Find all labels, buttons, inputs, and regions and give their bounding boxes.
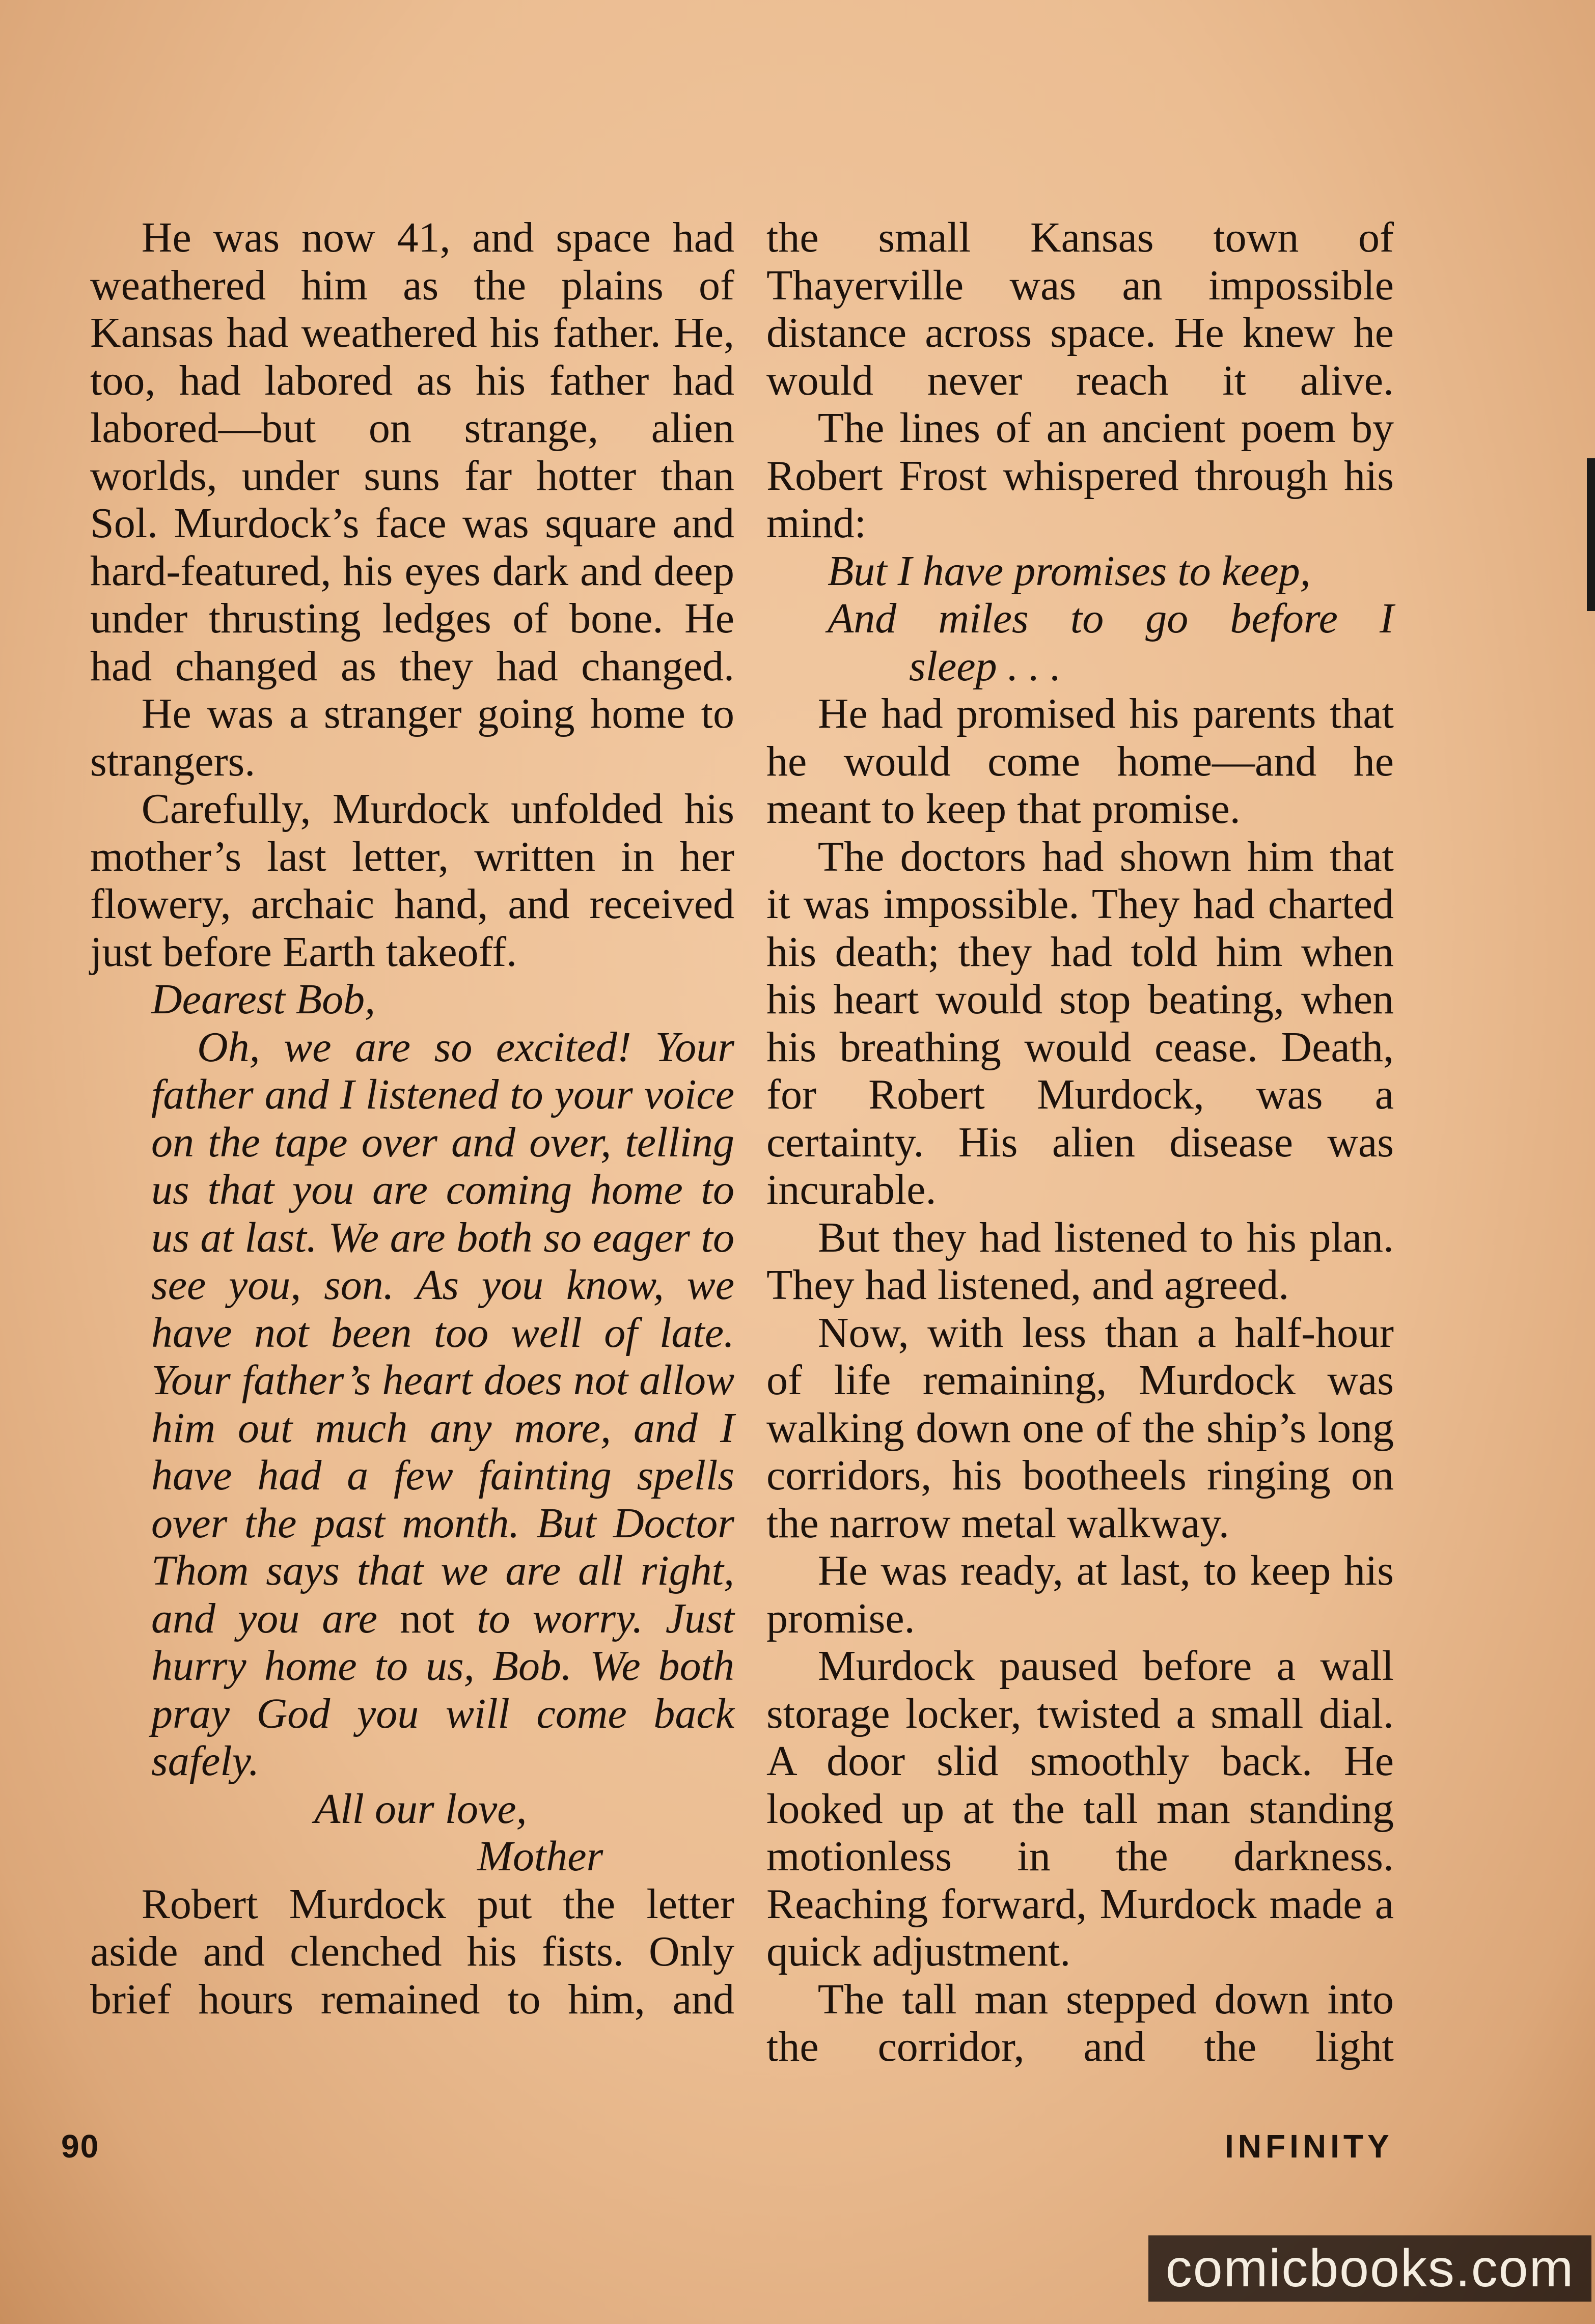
paragraph: The tall man stepped down into the corridor, and the light — [766, 1975, 1394, 2070]
paragraph: He was ready, at last, to keep his promise. — [766, 1547, 1394, 1642]
right-column — [766, 214, 1394, 2071]
paragraph: Murdock paused before a wall storage locker, twisted a small dial. A door slid smoothly back. He looked up at the tall man standing motionless in the darkness. Reaching forward, Murdock made a quick adjustment. — [766, 1642, 1394, 1975]
running-title: INFINITY — [1225, 2128, 1393, 2165]
paragraph: the small Kansas town of Thayerville was an impossible distance across space. He knew he would never reach it alive. — [766, 214, 1394, 404]
paragraph: The lines of an ancient poem by Robert Frost whispered through his mind: — [766, 404, 1394, 547]
letter-body-roman-word: not — [400, 1594, 455, 1642]
paragraph: Carefully, Murdock unfolded his mother’s last letter, written in her flowery, archaic hand, and received just before Earth takeoff. — [90, 785, 734, 976]
paragraph: The doctors had shown him that it was impossible. They had charted his death; they had told him when his heart would stop beating, when his breathing would cease. Death, for Robert Murdock, was a certainty. His alien disease was incurable. — [766, 833, 1394, 1213]
left-column — [90, 214, 734, 2023]
poem-line: But I have promises to keep, — [828, 547, 1311, 595]
letter-body-end: to worry. Just hurry home to us, Bob. We both pray God you will come back safely. — [151, 1594, 734, 1785]
paragraph: He was a stranger going home to strangers. — [90, 690, 734, 785]
letter-closing: All our love, — [314, 1785, 527, 1833]
letter-body-text: Oh, we are so excited! Your father and I listened to your voice on the tape over and over, telling us that you are coming home to us at last. We are both so eager to see you, son. As you know, we have not been too well of late. Your father’s heart does not allow him out much any more, and I have had a few fainting spells over the past month. But Doctor Thom says that we are all right, and you are — [151, 1023, 734, 1642]
poem-line: And miles to go before I — [828, 595, 1394, 642]
poem-quote — [766, 547, 1394, 690]
watermark: comicbooks.com — [1148, 2235, 1591, 2302]
paragraph: He was now 41, and space had weathered him as the plains of Kansas had weathered his father. He, too, had labored as his father had labored—but on strange, alien worlds, under suns far hotter than Sol. Murdock’s face was square and hard-featured, his eyes dark and deep under thrusting ledges of bone. He had changed as they had changed. — [90, 214, 734, 690]
letter-signature: Mother — [477, 1833, 603, 1880]
mothers-letter — [90, 976, 734, 1880]
letter-salutation: Dearest Bob, — [151, 976, 376, 1023]
binding-edge — [1587, 458, 1595, 611]
page-number: 90 — [61, 2128, 100, 2165]
paragraph: But they had listened to his plan. They had listened, and agreed. — [766, 1213, 1394, 1309]
paragraph: Robert Murdock put the letter aside and clenched his fists. Only brief hours remained to him, and — [90, 1880, 734, 2023]
letter-body — [90, 1023, 734, 1785]
paragraph: He had promised his parents that he would come home—and he meant to keep that promise. — [766, 690, 1394, 833]
poem-line: sleep . . . — [909, 642, 1061, 690]
paragraph: Now, with less than a half-hour of life remaining, Murdock was walking down one of the ship’s long corridors, his bootheels ringing on the narrow metal walkway. — [766, 1309, 1394, 1547]
